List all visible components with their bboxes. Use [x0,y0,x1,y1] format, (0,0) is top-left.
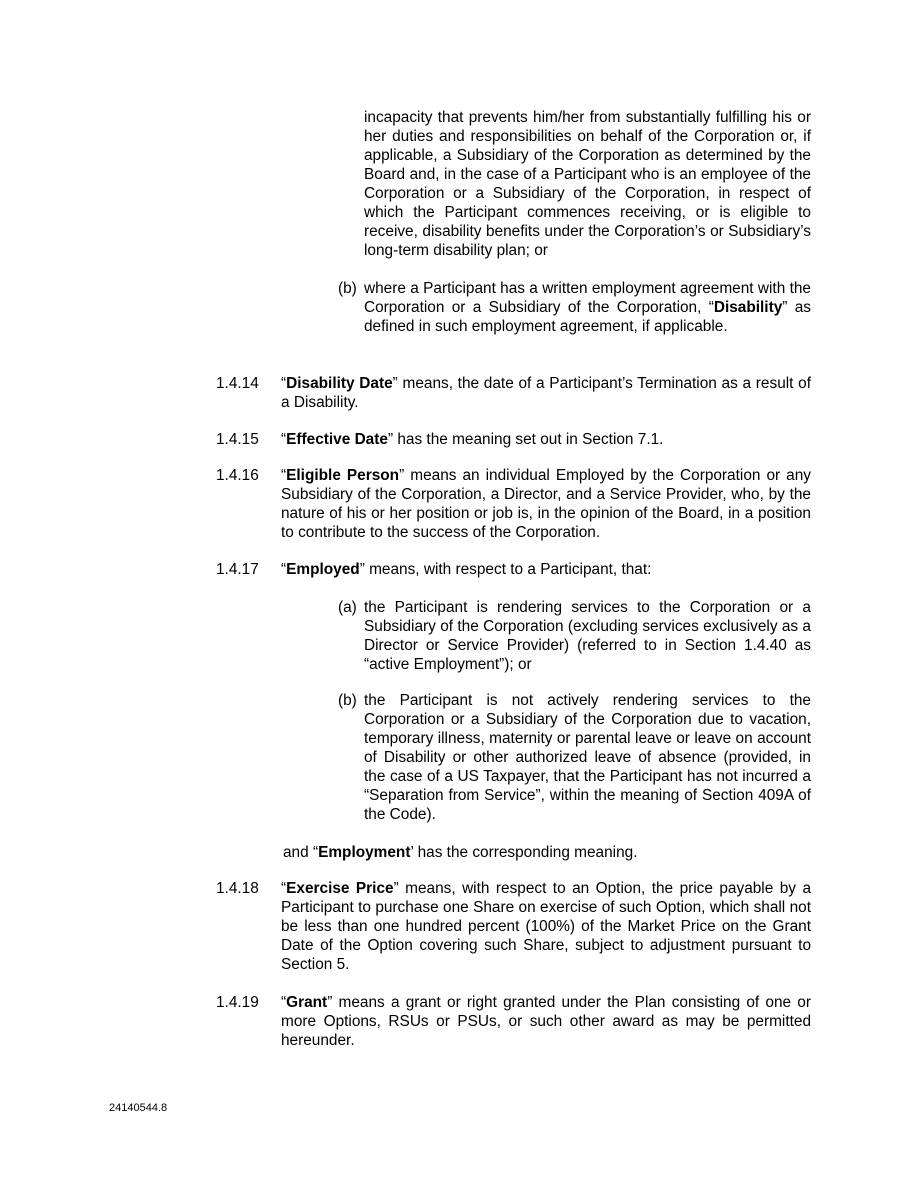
definition-text: “Disability Date” means, the date of a Participant’s Termination as a result of a Disability. [281,375,811,411]
definition-number: 1.4.14 [216,375,259,392]
definition-number: 1.4.16 [216,467,259,484]
definition-text: “Effective Date” has the meaning set out in Section 7.1. [281,431,664,448]
definition-text: “Employed” means, with respect to a Participant, that: [281,561,652,578]
defined-term: Exercise Price [286,880,394,897]
definition-number: 1.4.15 [216,431,259,448]
definition-closing: and “Employment’ has the corresponding meaning. [283,844,638,861]
subsection-b-label: (b) [338,280,357,297]
definition-number: 1.4.19 [216,994,259,1011]
subsection-b-text: where a Participant has a written employment agreement with the Corporation or a Subsidiary of the Corporation, “Disability” as defined in such employment agreement, if applicable. [364,280,811,335]
item-text: the Participant is not actively rendering services to the Corporation or a Subsidiary of the Corporation due to vacation, temporary illness, maternity or parental leave or leave on account of Disability or other authorized leave of absence (provided, in the case of a US Taxpayer, that the Participant has not incurred a “Separation from Service”, within the meaning of Section 409A of the Code). [364,692,811,823]
defined-term: Disability [713,299,783,316]
definition-number: 1.4.18 [216,880,259,897]
definition-text: “Exercise Price” means, with respect to an Option, the price payable by a Participant to purchase one Share on exercise of such Option, which shall not be less than one hundred percent (100%) of the Market Price on the Grant Date of the Option covering such Share, subject to adjustment pursuant to Section 5. [281,880,811,973]
defined-term: Disability Date [286,375,393,392]
subsection-a-continuation: incapacity that prevents him/her from substantially fulfilling his or her duties and responsibilities on behalf of the Corporation or, if applicable, a Subsidiary of the Corporation as determined by the Board and, in the case of a Participant who is an employee of the Corporation or a Subsidiary of the Corporation, in respect of which the Participant commences receiving, or is eligible to receive, disability benefits under the Corporation’s or Subsidiary’s long-term disability plan; or [364,109,811,259]
defined-term: Employed [286,561,360,578]
item-label: (b) [338,692,357,709]
item-label: (a) [338,599,357,616]
defined-term: Employment [318,844,411,861]
defined-term: Effective Date [286,431,388,448]
defined-term: Eligible Person [286,467,400,484]
item-text: the Participant is rendering services to the Corporation or a Subsidiary of the Corporation (excluding services exclusively as a Director or Service Provider) (referred to in Section 1.4.40 as “active Employment”); or [364,599,811,673]
defined-term: Grant [286,994,328,1011]
definition-number: 1.4.17 [216,561,259,578]
document-id-footer: 24140544.8 [109,1102,168,1114]
definition-text: “Grant” means a grant or right granted under the Plan consisting of one or more Options, RSUs or PSUs, or such other award as may be permitted hereunder. [281,994,811,1049]
definition-text: “Eligible Person” means an individual Employed by the Corporation or any Subsidiary of the Corporation, a Director, and a Service Provider, who, by the nature of his or her position or job is, in the opinion of the Board, in a position to contribute to the success of the Corporation. [281,467,811,541]
